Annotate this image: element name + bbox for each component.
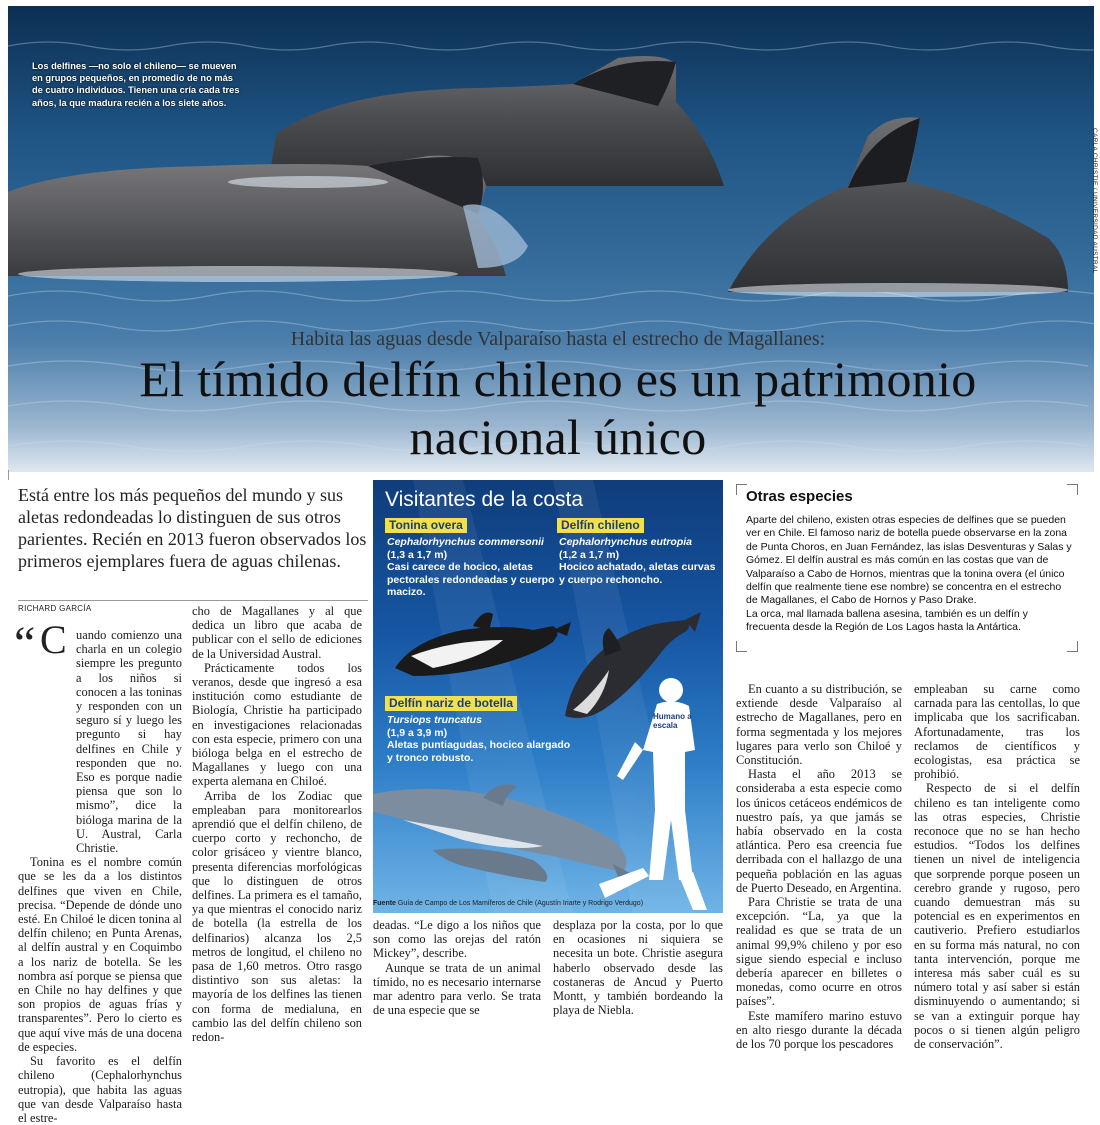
tonina-overa-drawing (395, 613, 571, 677)
headline: El tímido delfín chileno es un patrimonio nacional único (139, 351, 977, 465)
sidebox-corner (736, 641, 747, 652)
species-label-delfin-chileno: Delfín chileno (557, 518, 644, 533)
photo-credit: CARLA CHRISTIE / UNIVERSIDAD AUSTRAL (1091, 128, 1098, 274)
hero-caption: Los delfines —no solo el chileno— se mueven en grupos pequeños, en promedio de no más de cuatro individuos. Tienen una cría cada tres años, la que madura recién a los siete años. (32, 61, 240, 108)
sidebox-corner (1067, 641, 1078, 652)
article-column-5 (736, 682, 902, 1051)
human-scale-label: Humano a escala (653, 712, 692, 730)
article-column-3 (373, 918, 541, 1017)
article-paragraph: Prácticamente todos los veranos, desde que ingresó a esa institución como estudiante de Biología, Christie ha participado en investigaciones relacionadas con esta especie, primero con una bióloga belga en el estrecho de Magallanes y luego con una experta alemana en Chiloé. (192, 660, 362, 789)
species-label-tonina-overa: Tonina overa (385, 518, 467, 533)
article-paragraph: Respecto de si el delfín chileno es tan inteligente como las otras especies, Christie reconoce que no se han hecho estudios. “Todos los delfines tienen un nivel de inteligencia que sorprende porque poseen un cerebro grande y rugoso, pero cuando demuestran más su potencial es en experimentos en cautiverio. Prefiero estudiarlos en su forma más natural, no con tanta intervención, porque me interesa más saber cuál es su número total y así saber si están disminuyendo o aumentando; si se van a extinguir porque hay pocos o si tienen algún peligro de conservación”. (914, 781, 1080, 1052)
article-column-1 (18, 628, 182, 1125)
species-text-tonina-overa: Cephalorhynchus commersonii (1,3 a 1,7 m) Casi carece de hocico, aletas pectorales redondeadas y cuerpo macizo. (387, 536, 555, 599)
article-paragraph: Arriba de los Zodiac que empleaban para monitorearlos aprendió que el delfín chileno, de cuerpo corto y rechoncho, de color grisáceo y vientre blanco, presenta diferencias morfológicas que lo distinguen de otros delfines. La primera es el tamaño, ya que mientras el conocido nariz de botella (la estrella de los delfinarios) alcanza los 2,5 metros de longitud, el chileno no pasa de 1,60 metros. Otro rasgo distintivo son sus aletas: la mayoría de los delfines las tienen con forma de medialuna, en cambio las del delfín chileno son redon- (192, 788, 362, 1045)
article-column-2 (192, 604, 362, 1044)
article-paragraph: deadas. “Le digo a los niños que son como las orejas del ratón Mickey”, describe. (373, 918, 541, 961)
article-paragraph: En cuanto a su distribución, se extiende desde Valparaíso al estrecho de Magallanes, pero en forma segmentada y los mejores lugares para verlo son Chiloé y Constitución. (736, 682, 902, 768)
species-label-nariz-de-botella: Delfín nariz de botella (385, 696, 517, 711)
sidebox-paragraph: Aparte del chileno, existen otras especies de delfines que se pueden ver en Chile. El famoso nariz de botella puede observarse en la zona de Punta Choros, en Juan Fernández, las islas Desventuras y Salas y Gómez. El delfín austral es más común en las costas que van de Valparaíso a Cabo de Hornos, mientras que la tonina overa (el único delfín que realmente tiene ese nombre) se concentra en el estrecho de Magallanes, el Cabo de Hornos y Paso Drake. (746, 514, 1072, 607)
article-paragraph: Tonina es el nombre común que se les da a los distintos delfines que viven en Chile, precisa. “Depende de dónde uno esté. En Chiloé le dicen tonina al delfín chileno; en Punta Arenas, al delfín austral y en Coquimbo a los nariz de botella. Se les nombra así porque se piensa que en Chile no hay delfines y que son propios de aguas frías y transparentes”. Pero lo cierto es que aquí vive más de una docena de especies. (18, 855, 182, 1054)
sidebox-paragraph: La orca, mal llamada ballena asesina, también es un delfín y frecuenta desde la Región de Los Lagos hasta la Antártica. (746, 607, 1028, 634)
article-paragraph: uando comienzo una charla en un colegio siempre les pregunto a los niños si conocen a las toninas y responden con un seguro sí y luego les pregunto si hay delfines en Chile y responden que no. Eso es porque nadie piensa que son lo mismo”, dice la bióloga marina de la U. Austral, Carla Christie. (76, 628, 182, 856)
delfin-nariz-de-botella-drawing (373, 785, 635, 891)
sidebox-title: Otras especies (746, 488, 853, 505)
article-paragraph: Su favorito es el delfín chileno (Cephalorhynchus eutropia), que habita las aguas que van desde Valparaíso hasta el estre- (18, 1054, 182, 1125)
corner-mark (8, 470, 9, 480)
article-paragraph: Hasta el año 2013 se consideraba a esta especie como los únicos cetáceos endémicos de nuestro país, ya que jamás se había observado en la costa atlántica. Pero esa creencia fue derribada con el hallazgo de una pequeña población en las aguas de Puerto Deseado, en Argentina. (736, 767, 902, 895)
article-paragraph: empleaban su carne como carnada para las centollas, lo que implicaba que los sacrificaban. Afortunadamente, tras los reclamos de científicos y ecologistas, esa práctica se prohibió. (914, 682, 1080, 782)
deck: Está entre los más pequeños del mundo y sus aletas redondeadas lo distinguen de sus otros parientes. Recién en 2013 fueron observados los primeros ejemplares fuera de aguas chilenas. (18, 485, 367, 571)
article-paragraph: desplaza por la costa, por lo que en ocasiones ni siquiera se necesita un bote. Christie asegura haberlo observado desde las costaneras de Ancud y Puerto Montt, y también bordeando la playa de Niebla. (553, 918, 723, 1018)
dropcap-letter: C (40, 617, 67, 662)
headline-kicker: Habita las aguas desde Valparaíso hasta el estrecho de Magallanes: (290, 328, 826, 350)
sidebox-body (746, 514, 1074, 635)
article-paragraph: cho de Magallanes y al que dedica un libro que acaba de publicar con el sello de ediciones de la Universidad Austral. (192, 604, 362, 661)
infographic-source: Fuente Guía de Campo de Los Mamíferos de Chile (Agustín Iriarte y Rodrigo Verdugo) (373, 900, 644, 907)
infographic-title: Visitantes de la costa (385, 488, 584, 511)
article-paragraph: Aunque se trata de un animal tímido, no es necesario internarse mar adentro para verlo. Se trata de una especie que se (373, 960, 541, 1018)
article-paragraph: Para Christie se trata de una excepción. “La, ya que la realidad es que se trata de un animal 99,9% chileno y por eso sigue siendo especial e incluso debería aparecer en billetes o monedas, como ocurre en otros países”. (736, 895, 902, 1009)
species-text-delfin-chileno: Cephalorhynchus eutropia (1,2 a 1,7 m) Hocico achatado, aletas curvas y cuerpo rechoncho. (559, 536, 716, 586)
infographic-visitantes (373, 480, 723, 913)
opening-quote-mark: “ (14, 617, 36, 670)
sidebox-otras-especies (736, 484, 1078, 652)
article-paragraph: Este mamífero marino estuvo en alto riesgo durante la década de los 70 porque los pescadores (736, 1008, 902, 1052)
article-column-6 (914, 682, 1080, 1051)
deck-divider (18, 600, 368, 601)
species-text-nariz-de-botella: Tursiops truncatus (1,9 a 3,9 m) Aletas puntiagudas, hocico alargado y tronco robusto. (387, 714, 571, 764)
sidebox-corner (1067, 484, 1078, 495)
hero-photo (8, 6, 1094, 472)
byline: RICHARD GARCÍA (18, 604, 92, 613)
article-column-4 (553, 918, 723, 1017)
